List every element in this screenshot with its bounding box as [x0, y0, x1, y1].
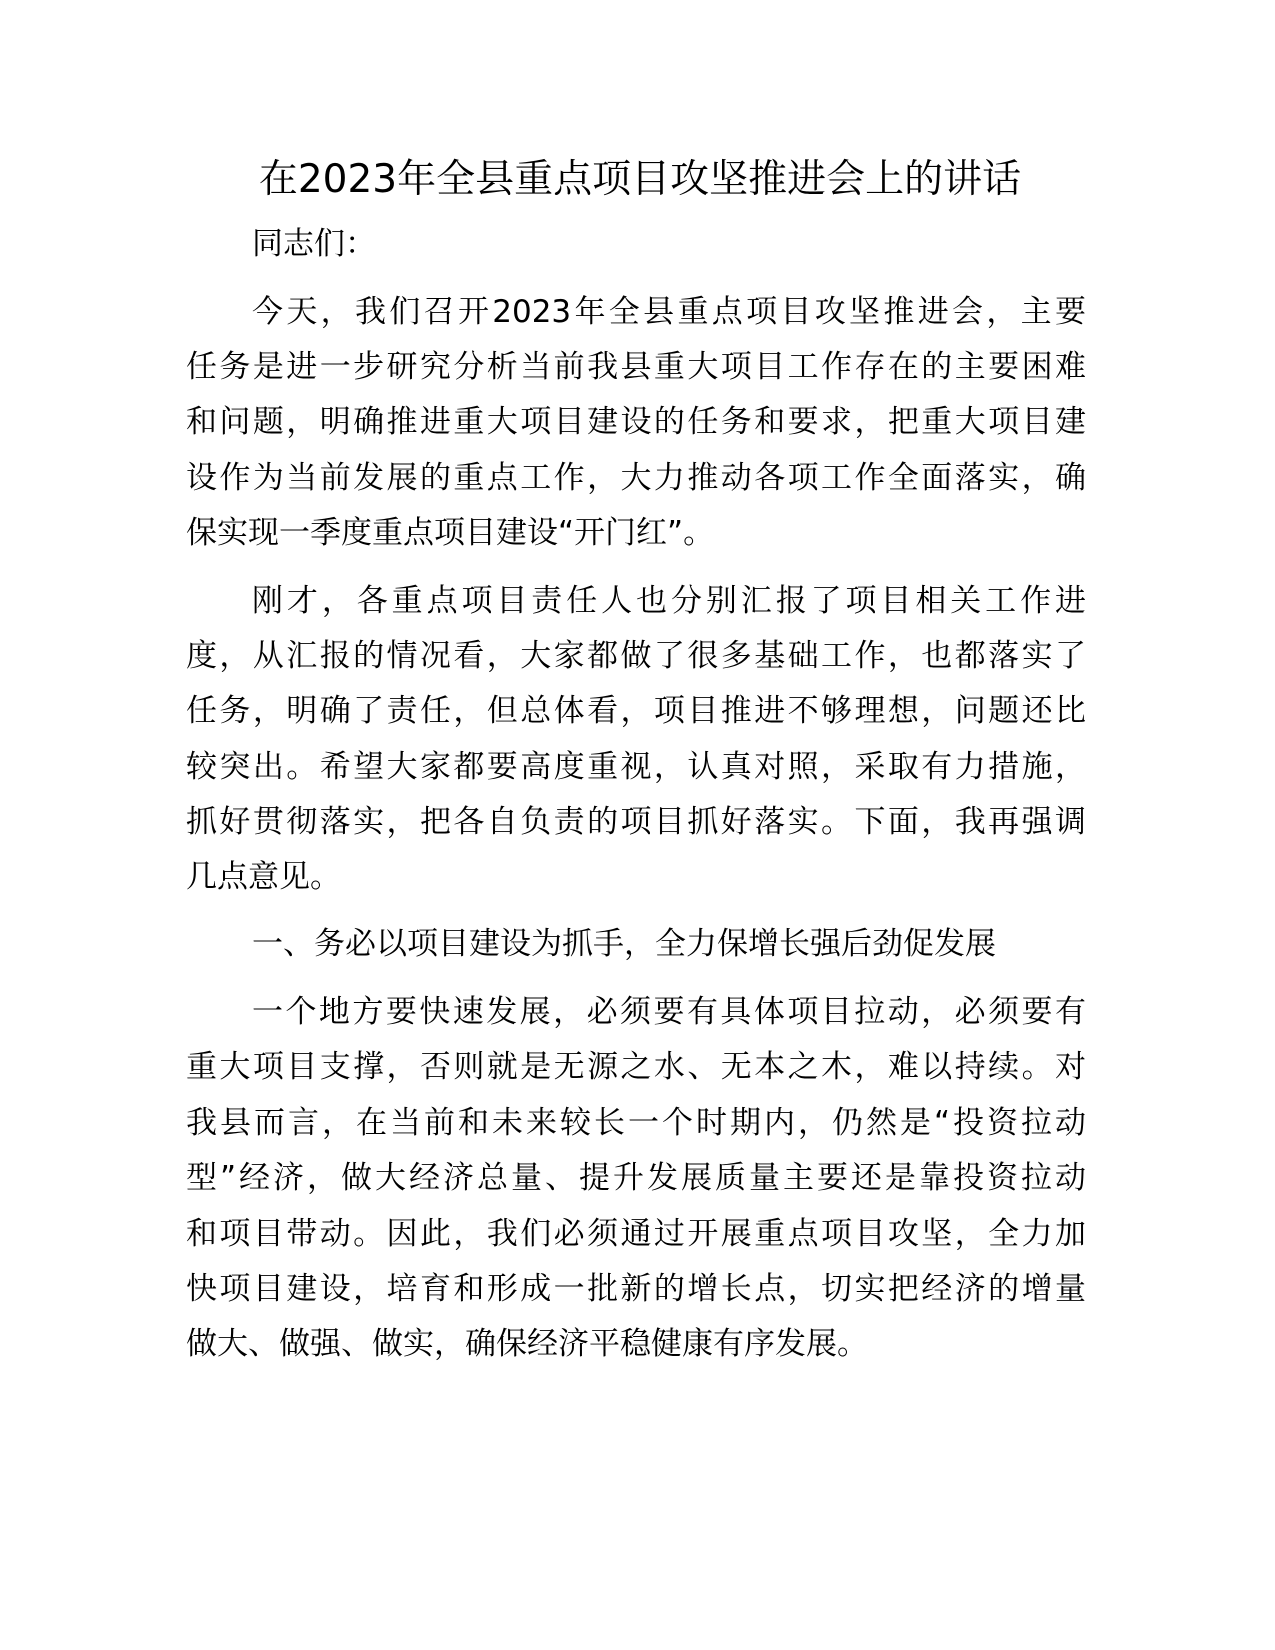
paragraph-line: 重大项目支撑，否则就是无源之水、无本之木，难以持续。对 — [186, 1049, 1086, 1085]
paragraph-line: 我县而言，在当前和未来较长一个时期内，仍然是“投资拉动 — [186, 1105, 1086, 1141]
salutation: 同志们： — [252, 226, 376, 262]
paragraph-line: 几点意见。 — [186, 859, 341, 895]
paragraph-line: 型”经济，做大经济总量、提升发展质量主要还是靠投资拉动 — [186, 1160, 1086, 1196]
paragraph-line: 和项目带动。因此，我们必须通过开展重点项目攻坚，全力加 — [186, 1216, 1086, 1252]
document-title: 在2023年全县重点项目攻坚推进会上的讲话 — [258, 157, 1022, 202]
paragraph-line: 保实现一季度重点项目建设“开门红”。 — [186, 515, 715, 551]
paragraph-line: 一个地方要快速发展，必须要有具体项目拉动，必须要有 — [252, 994, 1086, 1030]
paragraph-line: 和问题，明确推进重大项目建设的任务和要求，把重大项目建 — [186, 404, 1086, 440]
section-heading: 一、务必以项目建设为抓手，全力保增长强后劲促发展 — [252, 926, 996, 962]
paragraph-line: 做大、做强、做实，确保经济平稳健康有序发展。 — [186, 1326, 868, 1362]
paragraph-line: 快项目建设，培育和形成一批新的增长点，切实把经济的增量 — [186, 1271, 1086, 1307]
paragraph-line: 刚才，各重点项目责任人也分别汇报了项目相关工作进 — [252, 583, 1086, 619]
paragraph-line: 设作为当前发展的重点工作，大力推动各项工作全面落实，确 — [186, 460, 1086, 496]
paragraph-line: 任务是进一步研究分析当前我县重大项目工作存在的主要困难 — [186, 349, 1086, 385]
paragraph-line: 任务，明确了责任，但总体看，项目推进不够理想，问题还比 — [186, 693, 1086, 729]
paragraph-line: 度，从汇报的情况看，大家都做了很多基础工作，也都落实了 — [186, 638, 1086, 674]
paragraph-line: 抓好贯彻落实，把各自负责的项目抓好落实。下面，我再强调 — [186, 804, 1086, 840]
paragraph-line: 今天，我们召开2023年全县重点项目攻坚推进会，主要 — [252, 294, 1086, 330]
paragraph-line: 较突出。希望大家都要高度重视，认真对照，采取有力措施， — [186, 749, 1086, 785]
